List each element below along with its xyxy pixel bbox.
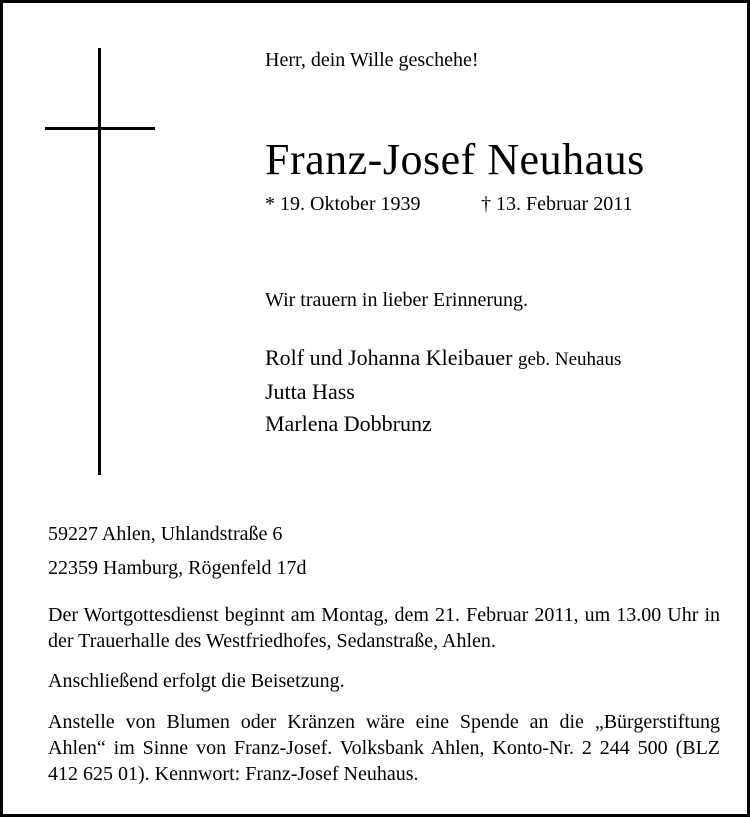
- address-hamburg: 22359 Hamburg, Rögenfeld 17d: [48, 557, 307, 579]
- service-info: Der Wortgottesdienst beginnt am Montag, dem 21. Februar 2011, um 13.00 Uhr in der Trauerhalle des Westfriedhofes, Sedanstraße, Ahlen.: [48, 604, 720, 652]
- death-date: † 13. Februar 2011: [481, 193, 633, 215]
- donation-info: Anstelle von Blumen oder Kränzen wäre eine Spende an die „Bürgerstiftung Ahlen“ im Sinne von Franz-Josef. Volksbank Ahlen, Konto-Nr. 2 244 500 (BLZ 412 625 01). Kennwort: Franz-Josef Neuhaus.: [48, 711, 720, 785]
- relative-name: Rolf und Johanna Kleibauer: [265, 345, 513, 370]
- mourning-text: Wir trauern in lieber Erinnerung.: [265, 289, 528, 311]
- relative-item: [265, 342, 621, 376]
- cross-icon-horizontal-bar: [45, 127, 155, 130]
- burial-info: Anschließend erfolgt die Beisetzung.: [48, 670, 345, 692]
- address-ahlen: 59227 Ahlen, Uhlandstraße 6: [48, 523, 283, 545]
- deceased-name: Franz-Josef Neuhaus: [265, 135, 645, 184]
- birth-date: * 19. Oktober 1939: [265, 193, 421, 215]
- relative-name: Jutta Hass: [265, 379, 355, 404]
- cross-icon-vertical-bar: [98, 48, 101, 475]
- relative-item: [265, 408, 621, 440]
- motto: Herr, dein Wille geschehe!: [265, 49, 479, 71]
- relative-item: [265, 376, 621, 408]
- relative-note: geb. Neuhaus: [517, 349, 622, 370]
- relative-name: Marlena Dobbrunz: [265, 411, 432, 436]
- relatives-list: [265, 342, 621, 440]
